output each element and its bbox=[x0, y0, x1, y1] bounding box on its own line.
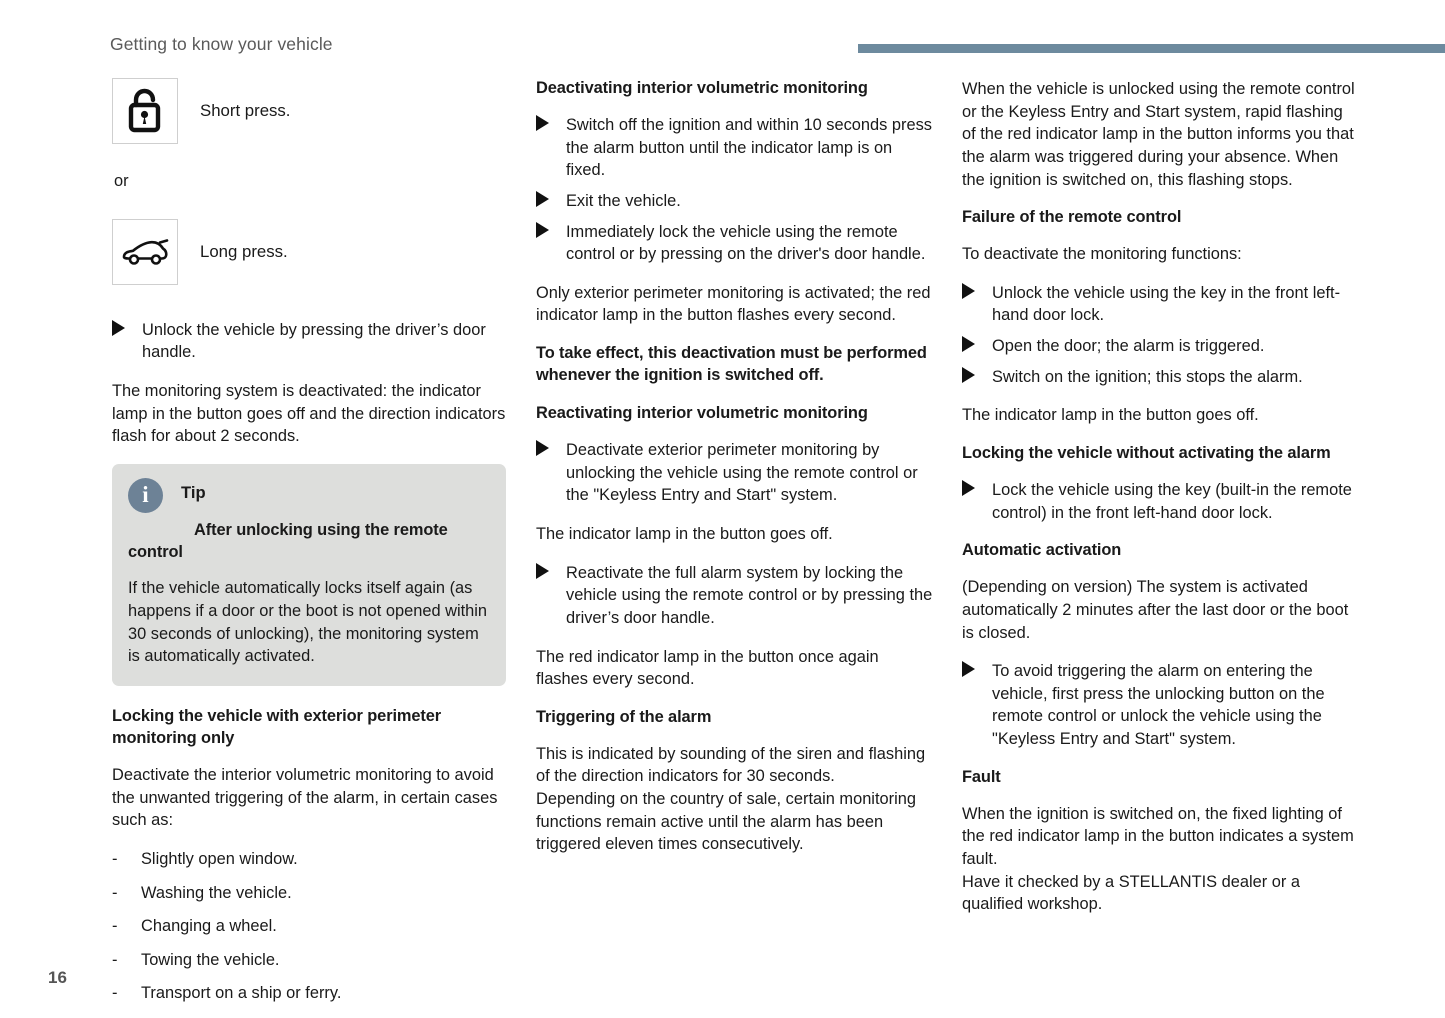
page-number: 16 bbox=[48, 968, 67, 987]
page-header bbox=[0, 0, 1445, 70]
paragraph-monitoring-deactivated: The monitoring system is deactivated: the indicator lamp in the button goes off and the direction indicators flash for about 2 seconds. bbox=[112, 381, 506, 446]
dash-bullet-icon: - bbox=[112, 917, 118, 936]
action-item bbox=[962, 282, 1360, 327]
list-item-text: Towing the vehicle. bbox=[141, 950, 280, 969]
action-item bbox=[536, 190, 934, 213]
action-text: Unlock the vehicle by pressing the driver’s door handle. bbox=[142, 320, 486, 362]
tip-title: Tip bbox=[181, 482, 206, 502]
action-list-deactivate-exterior bbox=[536, 439, 934, 507]
or-separator-text: or bbox=[114, 172, 129, 190]
tip-header bbox=[128, 478, 488, 513]
action-text: Exit the vehicle. bbox=[566, 191, 681, 210]
icon-row-short-press bbox=[112, 78, 508, 144]
paragraph-take-effect: To take effect, this deactivation must be performed whenever the ignition is switched off. bbox=[536, 344, 927, 385]
action-list-reactivate-full bbox=[536, 562, 934, 630]
action-item bbox=[536, 114, 934, 182]
list-item bbox=[112, 882, 508, 905]
tip-body: If the vehicle automatically locks itself again (as happens if a door or the boot is not opened within 30 seconds of unlocking), the monitoring system is automatically activated. bbox=[128, 579, 488, 666]
list-item bbox=[112, 949, 508, 972]
icon-label-short-press: Short press. bbox=[200, 101, 291, 121]
action-text: Lock the vehicle using the key (built-in the remote control) in the front left-hand door lock. bbox=[992, 481, 1352, 522]
heading-locking-exterior: Locking the vehicle with exterior perimeter monitoring only bbox=[112, 707, 442, 748]
triangle-bullet-icon bbox=[962, 367, 975, 383]
triangle-bullet-icon bbox=[112, 320, 125, 336]
action-item bbox=[112, 319, 508, 364]
unlock-padlock-icon bbox=[123, 88, 167, 134]
action-text: Reactivate the full alarm system by locking the vehicle using the remote control or by pressing the driver’s door handle. bbox=[566, 563, 933, 627]
triangle-bullet-icon bbox=[962, 336, 975, 352]
action-item bbox=[962, 660, 1360, 751]
triangle-bullet-icon bbox=[962, 283, 975, 299]
heading-deactivating-interior: Deactivating interior volumetric monitoring bbox=[536, 79, 868, 97]
action-text: Immediately lock the vehicle using the remote control or by pressing on the driver's door handle. bbox=[566, 222, 926, 264]
dash-bullet-icon: - bbox=[112, 883, 118, 902]
list-item bbox=[112, 915, 508, 938]
icon-row-long-press bbox=[112, 219, 508, 285]
action-item bbox=[962, 479, 1360, 524]
action-text: Switch on the ignition; this stops the alarm. bbox=[992, 367, 1303, 386]
action-list-lock-with-key bbox=[962, 479, 1360, 524]
page-title: Getting to know your vehicle bbox=[110, 34, 333, 54]
column-left bbox=[112, 78, 508, 1016]
list-item-text: Washing the vehicle. bbox=[141, 883, 292, 902]
heading-failure-remote: Failure of the remote control bbox=[962, 208, 1182, 227]
tip-subtitle: After unlocking using the remote control bbox=[128, 520, 448, 562]
heading-automatic-activation: Automatic activation bbox=[962, 541, 1122, 560]
triangle-bullet-icon bbox=[536, 115, 549, 131]
triangle-bullet-icon bbox=[536, 191, 549, 207]
heading-reactivating-interior: Reactivating interior volumetric monitoring bbox=[536, 404, 868, 423]
action-item bbox=[962, 335, 1360, 358]
car-side-icon bbox=[120, 236, 170, 268]
tip-box bbox=[112, 464, 506, 686]
action-list-failure bbox=[962, 282, 1360, 389]
dash-list-cases bbox=[112, 848, 508, 1005]
paragraph-automatic-activation: (Depending on version) The system is activated automatically 2 minutes after the last door or the boot is closed. bbox=[962, 578, 1349, 642]
action-text: To avoid triggering the alarm on entering the vehicle, first press the unlocking button on the remote control or unlock the vehicle using the "Keyless Entry and Start" system. bbox=[992, 662, 1325, 749]
car-side-icon-box bbox=[112, 219, 178, 285]
paragraph-triggering-2: Depending on the country of sale, certain monitoring functions remain active until the alarm has been triggered eleven times consecutively. bbox=[536, 790, 916, 854]
triangle-bullet-icon bbox=[536, 563, 549, 579]
dash-bullet-icon: - bbox=[112, 849, 118, 868]
action-text: Deactivate exterior perimeter monitoring by unlocking the vehicle using the remote control or the "Keyless Entry and Start" system. bbox=[566, 441, 918, 505]
triangle-bullet-icon bbox=[536, 222, 549, 238]
list-item-text: Changing a wheel. bbox=[141, 917, 277, 936]
paragraph-when-unlocked: When the vehicle is unlocked using the remote control or the Keyless Entry and Start system, rapid flashing of the red indicator lamp in the button informs you that the alarm was triggered during your absence. When the ignition is switched on, this flashing stops. bbox=[962, 80, 1355, 189]
heading-triggering-alarm: Triggering of the alarm bbox=[536, 707, 712, 726]
triangle-bullet-icon bbox=[536, 440, 549, 456]
info-circle-icon: i bbox=[128, 478, 163, 513]
paragraph-fault-2: Have it checked by a STELLANTIS dealer or a qualified workshop. bbox=[962, 872, 1300, 914]
paragraph-red-lamp-flashes: The red indicator lamp in the button once again flashes every second. bbox=[536, 647, 879, 689]
paragraph-lamp-goes-off-right: The indicator lamp in the button goes off. bbox=[962, 406, 1259, 425]
list-item-text: Slightly open window. bbox=[141, 849, 298, 868]
action-list-unlock bbox=[112, 319, 508, 364]
triangle-bullet-icon bbox=[962, 480, 975, 496]
heading-fault: Fault bbox=[962, 767, 1001, 786]
icon-label-long-press: Long press. bbox=[200, 242, 288, 262]
column-middle bbox=[536, 78, 934, 872]
action-text: Unlock the vehicle using the key in the front left-hand door lock. bbox=[992, 283, 1341, 325]
header-accent-rule bbox=[858, 44, 1445, 53]
action-item bbox=[536, 221, 934, 266]
dash-bullet-icon: - bbox=[112, 984, 118, 1003]
action-text: Open the door; the alarm is triggered. bbox=[992, 337, 1265, 356]
paragraph-triggering-1: This is indicated by sounding of the siren and flashing of the direction indicators for 30 seconds. bbox=[536, 744, 926, 786]
dash-bullet-icon: - bbox=[112, 950, 118, 969]
list-item-text: Transport on a ship or ferry. bbox=[141, 984, 342, 1003]
action-list-avoid-triggering bbox=[962, 660, 1360, 751]
list-item bbox=[112, 982, 508, 1005]
paragraph-to-deactivate: To deactivate the monitoring functions: bbox=[962, 245, 1242, 264]
action-item bbox=[536, 439, 934, 507]
column-right bbox=[962, 78, 1360, 932]
paragraph-deactivate-interior: Deactivate the interior volumetric monitoring to avoid the unwanted triggering of the alarm, in certain cases such as: bbox=[112, 766, 498, 830]
paragraph-fault-1: When the ignition is switched on, the fixed lighting of the red indicator lamp in the button indicates a system fault. bbox=[962, 804, 1354, 869]
triangle-bullet-icon bbox=[962, 661, 975, 677]
list-item bbox=[112, 848, 508, 871]
action-item bbox=[536, 562, 934, 630]
action-list-deactivating bbox=[536, 114, 934, 266]
unlock-padlock-icon-box bbox=[112, 78, 178, 144]
action-item bbox=[962, 366, 1360, 389]
paragraph-lamp-goes-off: The indicator lamp in the button goes off. bbox=[536, 524, 833, 543]
paragraph-only-exterior: Only exterior perimeter monitoring is activated; the red indicator lamp in the button flashes every second. bbox=[536, 283, 931, 325]
heading-locking-without-alarm: Locking the vehicle without activating the alarm bbox=[962, 444, 1331, 463]
action-text: Switch off the ignition and within 10 seconds press the alarm button until the indicator lamp is on fixed. bbox=[566, 115, 932, 180]
